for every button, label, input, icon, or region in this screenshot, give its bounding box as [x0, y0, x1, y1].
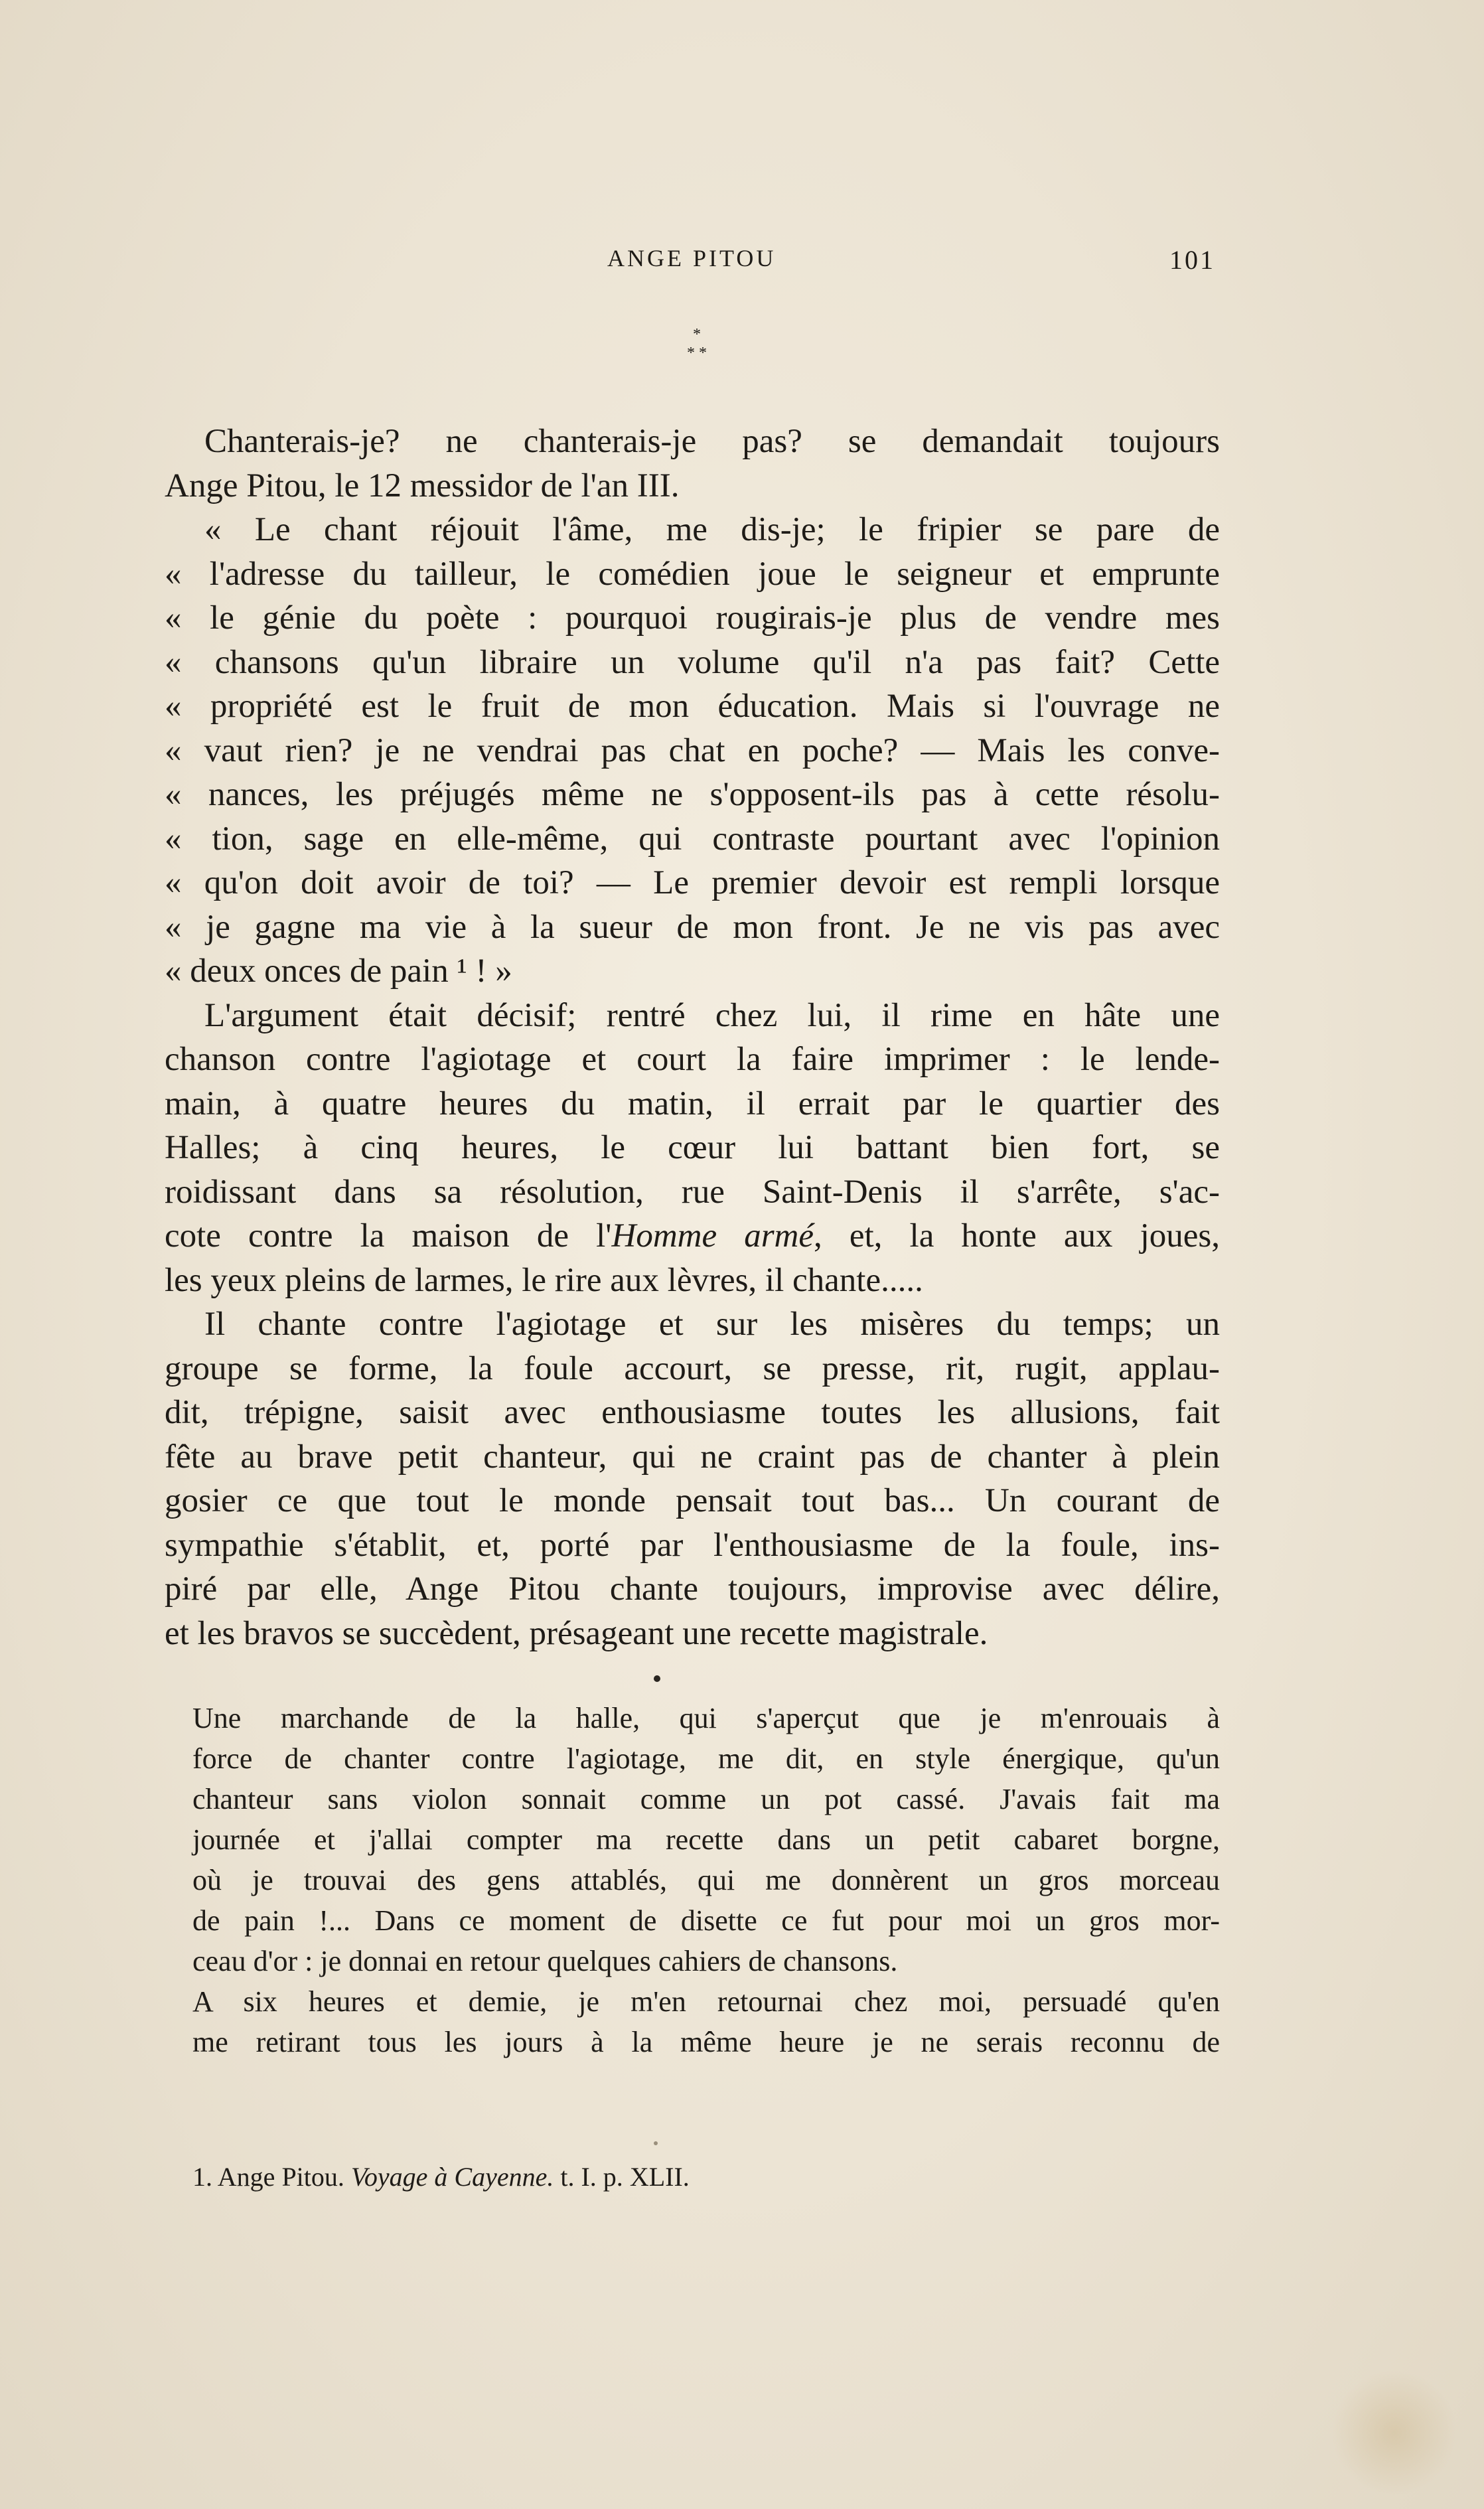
page-number: 101	[1169, 245, 1215, 275]
text-line: L'argument était décisif; rentré chez lui, il rime en hâte une	[204, 996, 1220, 1034]
asterism-top: *	[693, 326, 701, 343]
text-line: « propriété est le fruit de mon éducation. Mais si l'ouvrage ne	[165, 688, 1220, 725]
quote-line: journée et j'allai compter ma recette dans un petit cabaret borgne,	[192, 1823, 1220, 1856]
main-text	[165, 419, 1220, 1655]
asterism-bottom: * *	[687, 344, 707, 362]
text-line: main, à quatre heures du matin, il errait par le quartier des	[165, 1085, 1220, 1122]
text-line: « Le chant réjouit l'âme, me dis-je; le fripier se pare de	[204, 511, 1220, 548]
text-line: Il chante contre l'agiotage et sur les misères du temps; un	[204, 1306, 1220, 1343]
quote-line: où je trouvai des gens attablés, qui me donnèrent un gros morceau	[192, 1864, 1220, 1896]
quote-line: force de chanter contre l'agiotage, me dit, en style énergique, qu'un	[192, 1742, 1220, 1775]
text-line: « chansons qu'un libraire un volume qu'il n'a pas fait? Cette	[165, 643, 1220, 681]
text-line: Ange Pitou, le 12 messidor de l'an III.	[165, 467, 680, 504]
asterism-ornament	[670, 325, 723, 372]
text-line: chanson contre l'agiotage et court la faire imprimer : le lende-	[165, 1041, 1220, 1078]
text-line: dit, trépigne, saisit avec enthousiasme toutes les allusions, fait	[165, 1394, 1220, 1431]
text-line: « je gagne ma vie à la sueur de mon front. Je ne vis pas avec	[165, 908, 1220, 946]
separator-dot	[654, 1675, 660, 1682]
running-head	[0, 244, 1484, 284]
running-title: ANGE PITOU	[607, 245, 777, 271]
text-line: piré par elle, Ange Pitou chante toujours, improvise avec délire,	[165, 1570, 1220, 1608]
text-line: Halles; à cinq heures, le cœur lui battant bien fort, se	[165, 1129, 1220, 1166]
quote-line: chanteur sans violon sonnait comme un pot cassé. J'avais fait ma	[192, 1783, 1220, 1815]
paper-stain	[1331, 2370, 1457, 2496]
line-part: , et, la honte aux joues,	[814, 1217, 1220, 1254]
text-line: « tion, sage en elle-même, qui contraste pourtant avec l'opinion	[165, 820, 1220, 858]
italic-title: Homme armé	[611, 1217, 814, 1254]
footnote-ref: t. I. p.	[560, 2162, 623, 2192]
text-line: « nances, les préjugés même ne s'opposent-ils pas à cette résolu-	[165, 776, 1220, 813]
text-line: fête au brave petit chanteur, qui ne craint pas de chanter à plein	[165, 1438, 1220, 1476]
footnote-page: XLII.	[629, 2162, 690, 2192]
footnote-author: Ange Pitou.	[217, 2162, 344, 2192]
text-line: « vaut rien? je ne vendrai pas chat en poche? — Mais les conve-	[165, 731, 1220, 769]
quote-line: de pain !... Dans ce moment de disette ce fut pour moi un gros mor-	[192, 1904, 1220, 1937]
text-line: « le génie du poète : pourquoi rougirais-je plus de vendre mes	[165, 599, 1220, 637]
text-line: « l'adresse du tailleur, le comédien joue le seigneur et emprunte	[165, 555, 1220, 593]
text-line: roidissant dans sa résolution, rue Saint-Denis il s'arrête, s'ac-	[165, 1173, 1220, 1211]
line-part: cote contre la maison de l'	[165, 1217, 612, 1254]
text-line: gosier ce que tout le monde pensait tout bas... Un courant de	[165, 1482, 1220, 1519]
text-line: « deux onces de pain ¹ ! »	[165, 952, 512, 990]
footnote-mark	[654, 2141, 658, 2145]
quote-line: me retirant tous les jours à la même heure je ne serais reconnu de	[192, 2026, 1220, 2058]
footnote-title: Voyage à Cayenne.	[350, 2162, 554, 2192]
footnote	[192, 2157, 690, 2197]
text-line: les yeux pleins de larmes, le rire aux lèvres, il chante.....	[165, 1261, 923, 1299]
quote-line: Une marchande de la halle, qui s'aperçut que je m'enrouais à	[192, 1702, 1220, 1734]
text-line: « qu'on doit avoir de toi? — Le premier devoir est rempli lorsque	[165, 864, 1220, 901]
text-line: sympathie s'établit, et, porté par l'enthousiasme de la foule, ins-	[165, 1526, 1220, 1564]
quote-line: A six heures et demie, je m'en retournai chez moi, persuadé qu'en	[192, 1985, 1220, 2018]
quoted-passage	[192, 1698, 1220, 2062]
text-line-homme-arme	[165, 1214, 1220, 1258]
footnote-number: 1.	[192, 2162, 212, 2192]
quote-line: ceau d'or : je donnai en retour quelques cahiers de chansons.	[192, 1945, 898, 1977]
text-line: groupe se forme, la foule accourt, se presse, rit, rugit, applau-	[165, 1349, 1220, 1387]
text-line: Chanterais-je? ne chanterais-je pas? se demandait toujours	[204, 423, 1220, 460]
text-line: et les bravos se succèdent, présageant une recette magistrale.	[165, 1614, 988, 1652]
